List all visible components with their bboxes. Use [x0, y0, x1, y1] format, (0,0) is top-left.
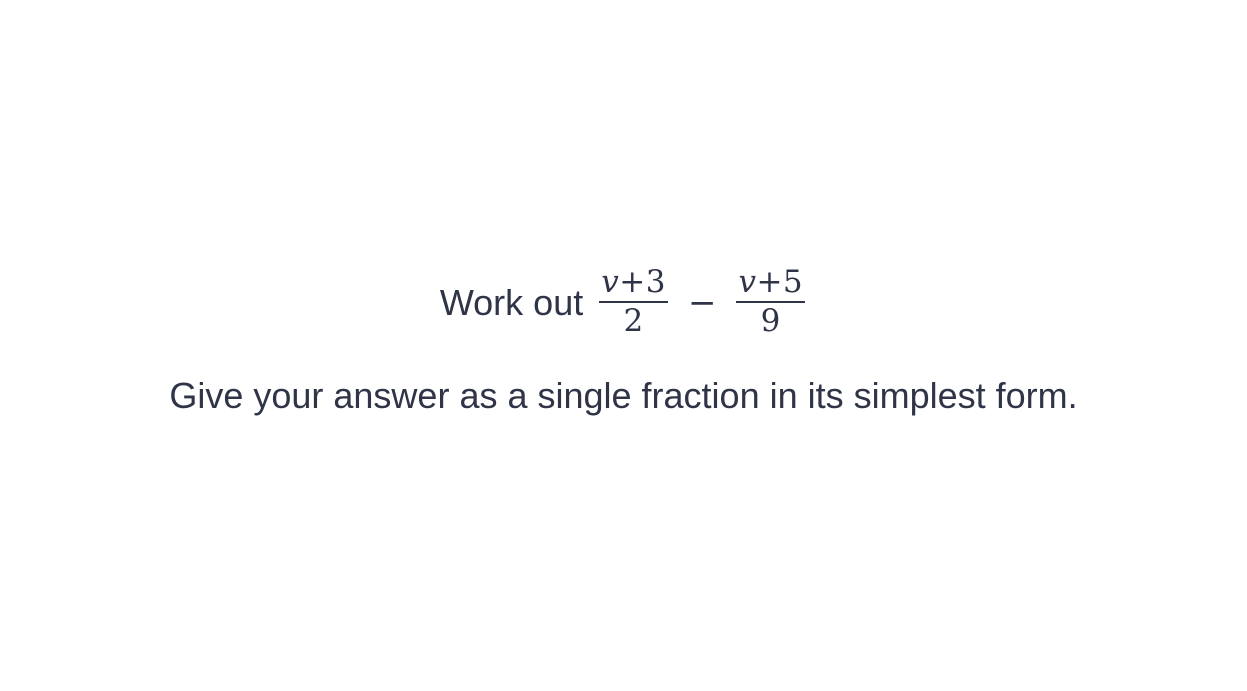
fraction-1-denominator: 2 [623, 302, 644, 339]
fraction-2-numerator-rest: +5 [756, 264, 804, 300]
fraction-1-numerator [599, 266, 668, 301]
question-prompt: Work out [439, 281, 584, 323]
fraction-2-variable: v [738, 264, 757, 300]
fraction-1-numerator-rest: +3 [619, 264, 666, 300]
fraction-2-denominator: 9 [760, 302, 781, 339]
question-line [0, 266, 1247, 337]
fraction-1-variable: v [601, 264, 620, 300]
fraction-2 [734, 266, 807, 337]
fraction-1 [597, 266, 670, 337]
math-expression [597, 266, 807, 337]
fraction-2-numerator [736, 266, 805, 301]
minus-operator: − [687, 282, 717, 323]
question-instruction: Give your answer as a single fraction in its simplest form. [169, 375, 1078, 416]
